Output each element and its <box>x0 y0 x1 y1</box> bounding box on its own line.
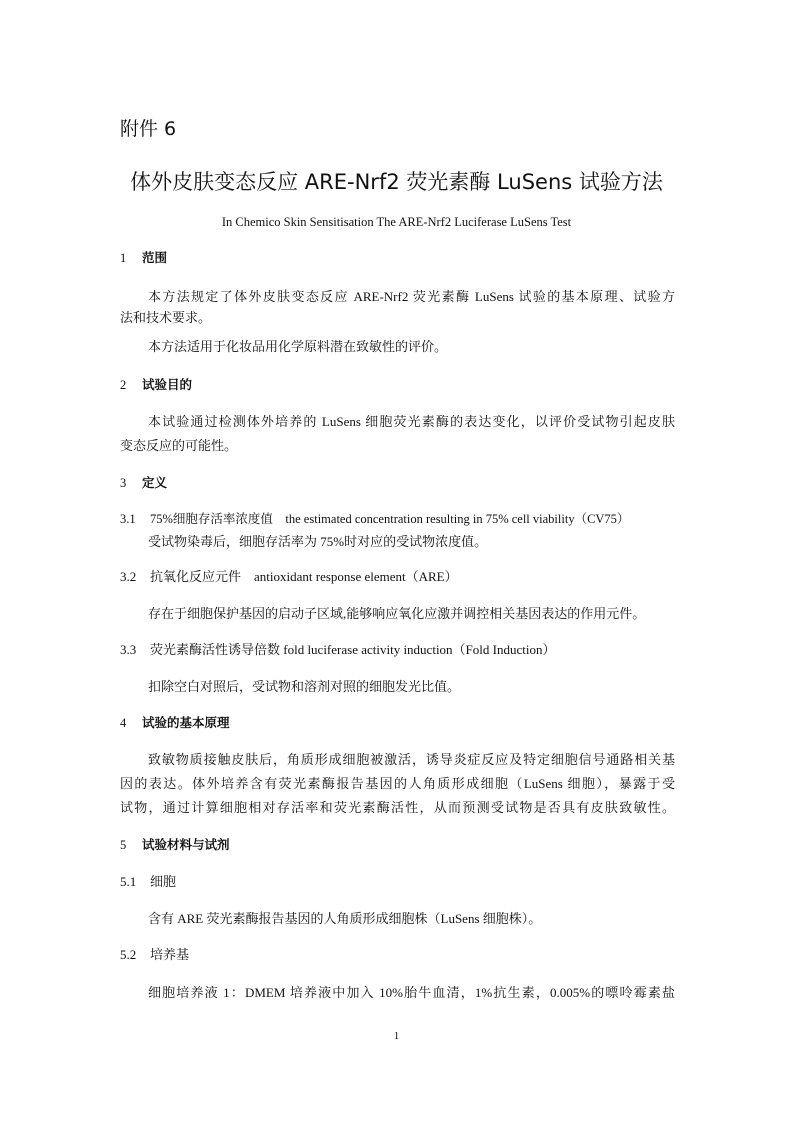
page-number: 1 <box>393 1030 400 1042</box>
section-number: 1 <box>120 251 127 265</box>
subsection-number: 3.2 <box>120 569 137 584</box>
term: 75%细胞存活率浓度值 the estimated concentration resulting in 75% cell viability（CV75） <box>150 512 630 526</box>
section-number: 3 <box>120 476 127 490</box>
section-number: 4 <box>120 716 127 730</box>
section-number: 5 <box>120 838 127 852</box>
subsection-5-1-heading <box>120 873 675 891</box>
subsection-number: 3.3 <box>120 642 137 657</box>
paragraph-line: 法和技术要求。 <box>120 310 212 325</box>
definition-3-2-term <box>120 568 675 586</box>
section-2-heading <box>120 376 675 394</box>
section-title: 试验材料与试剂 <box>142 837 230 852</box>
paragraph-line: 试物，通过计算细胞相对存活率和荧光素酶活性，从而预测受试物是否具有皮肤致敏性。 <box>120 800 675 815</box>
paragraph-line: 本试验通过检测体外培养的 LuSens 细胞荧光素酶的表达变化，以评价受试物引起皮肤 <box>148 414 675 429</box>
paragraph-line: 因的表达。体外培养含有荧光素酶报告基因的人角质形成细胞（LuSens 细胞），暴露于受 <box>120 776 675 791</box>
subsection-title: 培养基 <box>150 947 190 962</box>
section-title: 范围 <box>142 250 168 265</box>
term: 抗氧化反应元件 antioxidant response element（ARE） <box>150 569 458 584</box>
paragraph-line: 本方法适用于化妆品用化学原料潜在致敏性的评价。 <box>148 339 448 354</box>
section-1-heading <box>120 249 675 267</box>
term: 荧光素酶活性诱导倍数 fold luciferase activity induction（Fold Induction） <box>150 642 556 657</box>
subsection-number: 5.2 <box>120 947 137 962</box>
section-title: 试验目的 <box>142 377 193 392</box>
paragraph-line: 致敏物质接触皮肤后，角质形成细胞被激活，诱导炎症反应及特定细胞信号通路相关基 <box>148 752 675 767</box>
annex-label: 附件 6 <box>120 118 177 140</box>
definition-3-3-term <box>120 641 675 659</box>
paragraph-line: 细胞培养液 1：DMEM 培养液中加入 10%胎牛血清，1%抗生素，0.005%的嘌呤霉素盐 <box>148 985 675 1000</box>
section-number: 2 <box>120 378 127 392</box>
definition-3-2-text: 存在于细胞保护基因的启动子区域,能够响应氧化应激并调控相关基因表达的作用元件。 <box>148 606 646 621</box>
subsection-number: 3.1 <box>120 512 136 526</box>
paragraph-line: 本方法规定了体外皮肤变态反应 ARE-Nrf2 荧光素酶 LuSens 试验的基本原理、试验方 <box>148 289 675 304</box>
paragraph-line: 含有 ARE 荧光素酶报告基因的人角质形成细胞株（LuSens 细胞株）。 <box>148 911 542 926</box>
definition-3-1-text: 受试物染毒后，细胞存活率为 75%时对应的受试物浓度值。 <box>148 534 488 549</box>
section-5-heading <box>120 836 675 854</box>
section-title: 定义 <box>142 475 168 490</box>
document-subtitle: In Chemico Skin Sensitisation The ARE-Nrf2 Luciferase LuSens Test <box>221 215 572 229</box>
subsection-title: 细胞 <box>150 874 177 889</box>
subsection-5-2-heading <box>120 946 675 964</box>
subsection-number: 5.1 <box>120 874 137 889</box>
section-title: 试验的基本原理 <box>142 715 230 730</box>
section-4-heading <box>120 714 675 732</box>
definition-3-3-text: 扣除空白对照后，受试物和溶剂对照的细胞发光比值。 <box>148 679 461 694</box>
section-3-heading <box>120 474 675 492</box>
document-title: 体外皮肤变态反应 ARE-Nrf2 荧光素酶 LuSens 试验方法 <box>130 170 663 194</box>
paragraph-line: 变态反应的可能性。 <box>120 438 238 453</box>
definition-3-1-term <box>120 510 675 528</box>
